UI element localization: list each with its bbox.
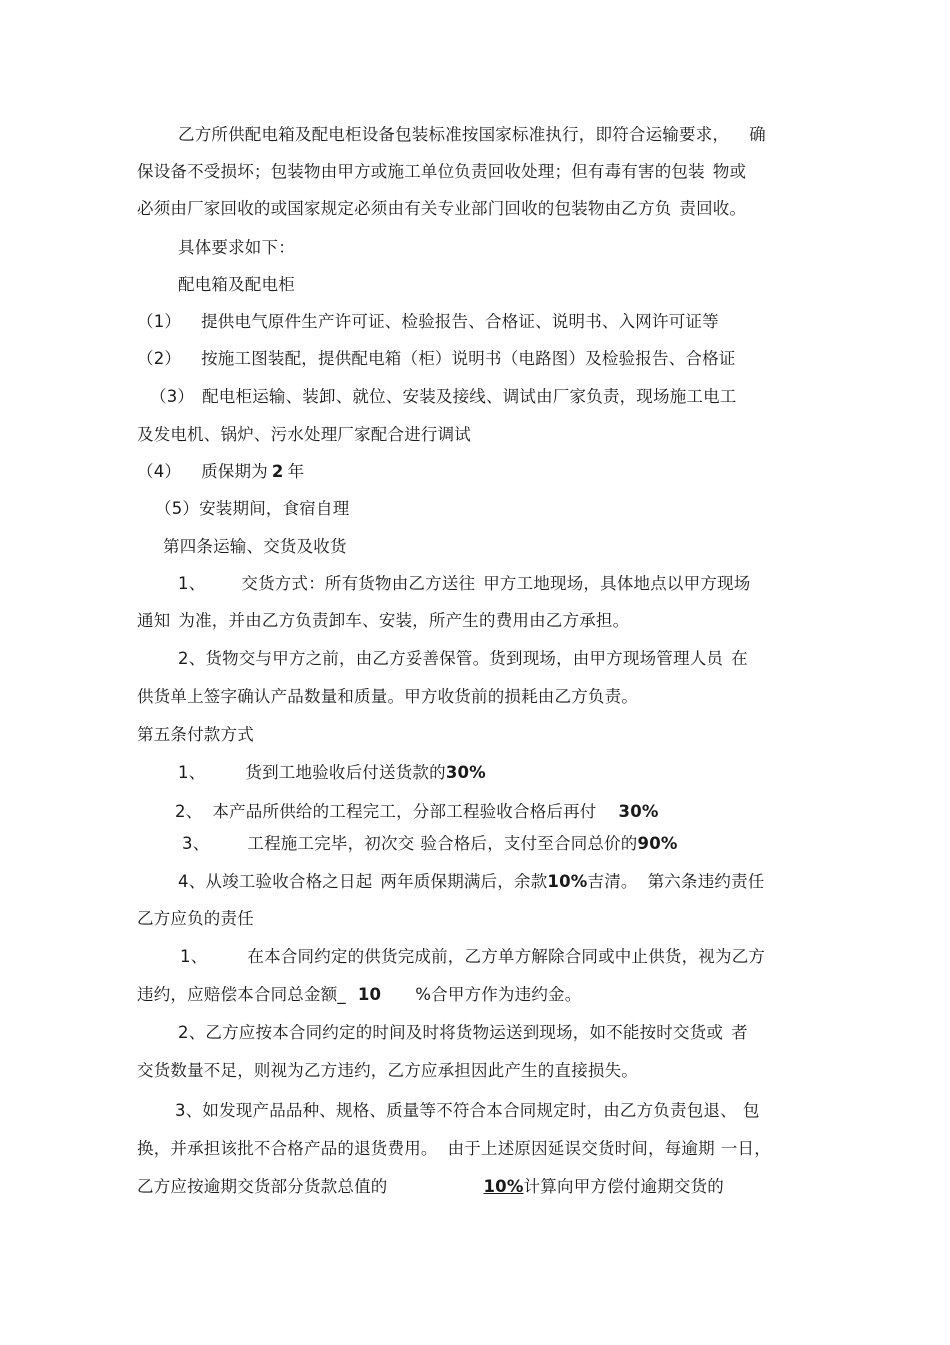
paragraph-line: 2、货物交与甲方之前，由乙方妥善保管。货到现场，由甲方现场管理人员 在 bbox=[178, 649, 748, 668]
section-heading: 第四条运输、交货及收货 bbox=[163, 537, 347, 556]
paragraph-line: 乙方应按逾期交货部分货款总值的 10%计算向甲方偿付逾期交货的 bbox=[137, 1177, 724, 1196]
section-heading: 乙方应负的责任 bbox=[137, 909, 254, 928]
paragraph-line: 2、乙方应按本合同约定的时间及时将货物运送到现场，如不能按时交货或 者 bbox=[178, 1023, 748, 1042]
paragraph-line: 交货数量不足，则视为乙方违约，乙方应承担因此产生的直接损失。 bbox=[137, 1061, 638, 1080]
list-item: 2、 本产品所供给的工程完工，分部工程验收合格后再付 30% bbox=[175, 802, 659, 821]
paragraph-line: 保设备不受损坏；包装物由甲方或施工单位负责回收处理；但有毒有害的包装 物或 bbox=[137, 162, 747, 181]
list-item: 3、 工程施工完毕，初次交 验合格后，支付至合同总价的90% bbox=[182, 834, 678, 853]
list-item: 4、从竣工验收合格之日起 两年质保期满后，余款10%吉清。 第六条违约责任 bbox=[178, 872, 765, 891]
list-item: （5）安装期间，食宿自理 bbox=[155, 499, 350, 518]
section-heading: 配电箱及配电柜 bbox=[178, 275, 295, 294]
list-item: 1、 在本合同约定的供货完成前，乙方单方解除合同或中止供货，视为乙方 bbox=[180, 947, 766, 966]
list-item: （3） 配电柜运输、装卸、就位、安装及接线、调试由厂家负责，现场施工电工 bbox=[150, 387, 737, 406]
list-item: （1） 提供电气原件生产许可证、检验报告、合格证、说明书、入网许可证等 bbox=[137, 312, 719, 331]
paragraph-line: 及发电机、锅炉、污水处理厂家配合进行调试 bbox=[137, 425, 471, 444]
list-item: 1、 货到工地验收后付送货款的30% bbox=[178, 763, 486, 782]
paragraph-line: 具体要求如下： bbox=[178, 238, 295, 257]
paragraph-line: 1、 交货方式：所有货物由乙方送往 甲方工地现场，具体地点以甲方现场 bbox=[178, 574, 751, 593]
section-heading: 第五条付款方式 bbox=[137, 725, 254, 744]
paragraph-line: 供货单上签字确认产品数量和质量。甲方收货前的损耗由乙方负责。 bbox=[137, 687, 638, 706]
paragraph-line: 违约，应赔偿本合同总金额_ 10 %合甲方作为违约金。 bbox=[137, 985, 582, 1004]
paragraph-line: 必须由厂家回收的或国家规定必须由有关专业部门回收的包装物由乙方负 责回收。 bbox=[137, 199, 747, 218]
list-item: （4） 质保期为 2 年 bbox=[137, 462, 305, 481]
paragraph-line: 乙方所供配电箱及配电柜设备包装标准按国家标准执行，即符合运输要求， 确 bbox=[178, 125, 766, 144]
list-item: （2） 按施工图装配，提供配电箱（柜）说明书（电路图）及检验报告、合格证 bbox=[137, 349, 736, 368]
paragraph-line: 3、如发现产品品种、规格、质量等不符合本合同规定时，由乙方负责包退、 包 bbox=[175, 1101, 760, 1120]
paragraph-line: 通知 为准，并由乙方负责卸车、安装，所产生的费用由乙方承担。 bbox=[137, 611, 630, 630]
paragraph-line: 换，并承担该批不合格产品的退货费用。 由于上述原因延误交货时间，每逾期 一日， bbox=[137, 1139, 771, 1158]
